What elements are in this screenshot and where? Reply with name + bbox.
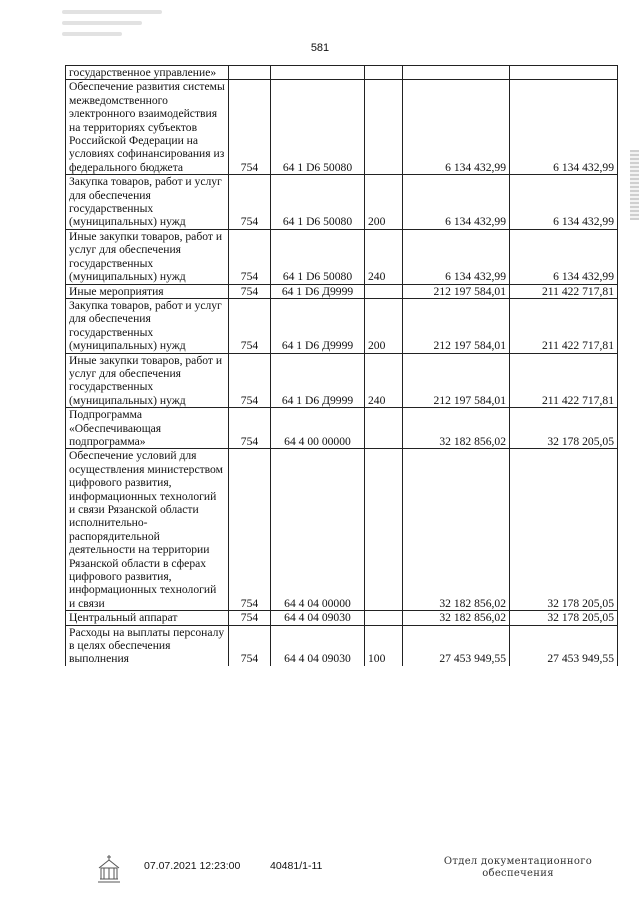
amount-approved-cell: 212 197 584,01: [403, 284, 510, 298]
amount-executed-cell: [510, 66, 618, 80]
amount-executed-cell: 6 134 432,99: [510, 175, 618, 230]
ministry-code-cell: 754: [229, 284, 271, 298]
expense-type-cell: [365, 611, 403, 625]
ministry-code-cell: 754: [229, 611, 271, 625]
ministry-code-cell: [229, 66, 271, 80]
page-number: 581: [310, 42, 330, 54]
target-article-cell: 64 1 D6 Д9999: [271, 353, 365, 408]
expense-type-cell: [365, 408, 403, 449]
expense-name-cell: Закупка товаров, работ и услуг для обеспечения государственных (муниципальных) нужд: [66, 175, 229, 230]
amount-approved-cell: 212 197 584,01: [403, 353, 510, 408]
amount-executed-cell: 211 422 717,81: [510, 284, 618, 298]
table-row: [66, 611, 618, 625]
coat-of-arms-seal-icon: [92, 852, 126, 886]
table-row: [66, 229, 618, 284]
table-row: [66, 298, 618, 353]
expense-name-cell: Иные мероприятия: [66, 284, 229, 298]
amount-executed-cell: 32 178 205,05: [510, 408, 618, 449]
target-article-cell: 64 4 04 09030: [271, 625, 365, 666]
ministry-code-cell: 754: [229, 175, 271, 230]
target-article-cell: 64 1 D6 Д9999: [271, 284, 365, 298]
amount-executed-cell: 211 422 717,81: [510, 298, 618, 353]
amount-executed-cell: 27 453 949,55: [510, 625, 618, 666]
table-row: [66, 284, 618, 298]
amount-approved-cell: 6 134 432,99: [403, 80, 510, 175]
ministry-code-cell: 754: [229, 229, 271, 284]
stamp-document-number: 40481/1-11: [270, 860, 323, 872]
expense-type-cell: 200: [365, 298, 403, 353]
table-row: [66, 353, 618, 408]
amount-approved-cell: 32 182 856,02: [403, 408, 510, 449]
expense-name-cell: Иные закупки товаров, работ и услуг для обеспечения государственных (муниципальных) нужд: [66, 229, 229, 284]
expense-name-cell: Обеспечение условий для осуществления министерством цифрового развития, информационных технологий и связи Рязанской области исполнительно-распорядительной деятельности на территории Рязанской области в сферах цифрового развития, информационных технологий и связи: [66, 449, 229, 611]
expense-type-cell: [365, 80, 403, 175]
target-article-cell: 64 1 D6 50080: [271, 229, 365, 284]
amount-approved-cell: 212 197 584,01: [403, 298, 510, 353]
ministry-code-cell: 754: [229, 449, 271, 611]
table-row: [66, 66, 618, 80]
table-row: [66, 175, 618, 230]
target-article-cell: 64 4 04 09030: [271, 611, 365, 625]
ministry-code-cell: 754: [229, 625, 271, 666]
target-article-cell: 64 4 04 00000: [271, 449, 365, 611]
budget-table: [65, 65, 618, 666]
table-row: [66, 80, 618, 175]
target-article-cell: 64 1 D6 50080: [271, 80, 365, 175]
ministry-code-cell: 754: [229, 298, 271, 353]
expense-name-cell: Подпрограмма «Обеспечивающая подпрограмма»: [66, 408, 229, 449]
amount-approved-cell: 32 182 856,02: [403, 611, 510, 625]
expense-type-cell: [365, 449, 403, 611]
table-row: [66, 449, 618, 611]
expense-type-cell: 240: [365, 229, 403, 284]
amount-executed-cell: 32 178 205,05: [510, 449, 618, 611]
expense-type-cell: 200: [365, 175, 403, 230]
expense-name-cell: Обеспечение развития системы межведомственного электронного взаимодействия на территориях субъектов Российской Федерации на условиях софинансирования из федерального бюджета: [66, 80, 229, 175]
amount-executed-cell: 6 134 432,99: [510, 229, 618, 284]
target-article-cell: 64 1 D6 50080: [271, 175, 365, 230]
expense-name-cell: Расходы на выплаты персоналу в целях обеспечения выполнения: [66, 625, 229, 666]
expense-name-cell: Иные закупки товаров, работ и услуг для обеспечения государственных (муниципальных) нужд: [66, 353, 229, 408]
target-article-cell: 64 1 D6 Д9999: [271, 298, 365, 353]
amount-executed-cell: 211 422 717,81: [510, 353, 618, 408]
amount-approved-cell: 6 134 432,99: [403, 229, 510, 284]
budget-table-body: [66, 66, 618, 666]
amount-approved-cell: 27 453 949,55: [403, 625, 510, 666]
target-article-cell: [271, 66, 365, 80]
expense-type-cell: [365, 284, 403, 298]
ministry-code-cell: 754: [229, 80, 271, 175]
expense-name-cell: Закупка товаров, работ и услуг для обеспечения государственных (муниципальных) нужд: [66, 298, 229, 353]
ministry-code-cell: 754: [229, 353, 271, 408]
amount-approved-cell: [403, 66, 510, 80]
expense-type-cell: 240: [365, 353, 403, 408]
expense-name-cell: государственное управление»: [66, 66, 229, 80]
faded-header-artifact: [62, 10, 172, 44]
stamp-date: 07.07.2021 12:23:00: [144, 860, 241, 872]
expense-type-cell: [365, 66, 403, 80]
ministry-code-cell: 754: [229, 408, 271, 449]
scan-edge-artifact: [630, 150, 639, 220]
page-footer: [0, 852, 640, 902]
expense-name-cell: Центральный аппарат: [66, 611, 229, 625]
amount-approved-cell: 6 134 432,99: [403, 175, 510, 230]
target-article-cell: 64 4 00 00000: [271, 408, 365, 449]
table-row: [66, 625, 618, 666]
amount-approved-cell: 32 182 856,02: [403, 449, 510, 611]
department-stamp: Отдел документационного обеспечения: [443, 856, 593, 879]
amount-executed-cell: 6 134 432,99: [510, 80, 618, 175]
table-row: [66, 408, 618, 449]
expense-type-cell: 100: [365, 625, 403, 666]
amount-executed-cell: 32 178 205,05: [510, 611, 618, 625]
